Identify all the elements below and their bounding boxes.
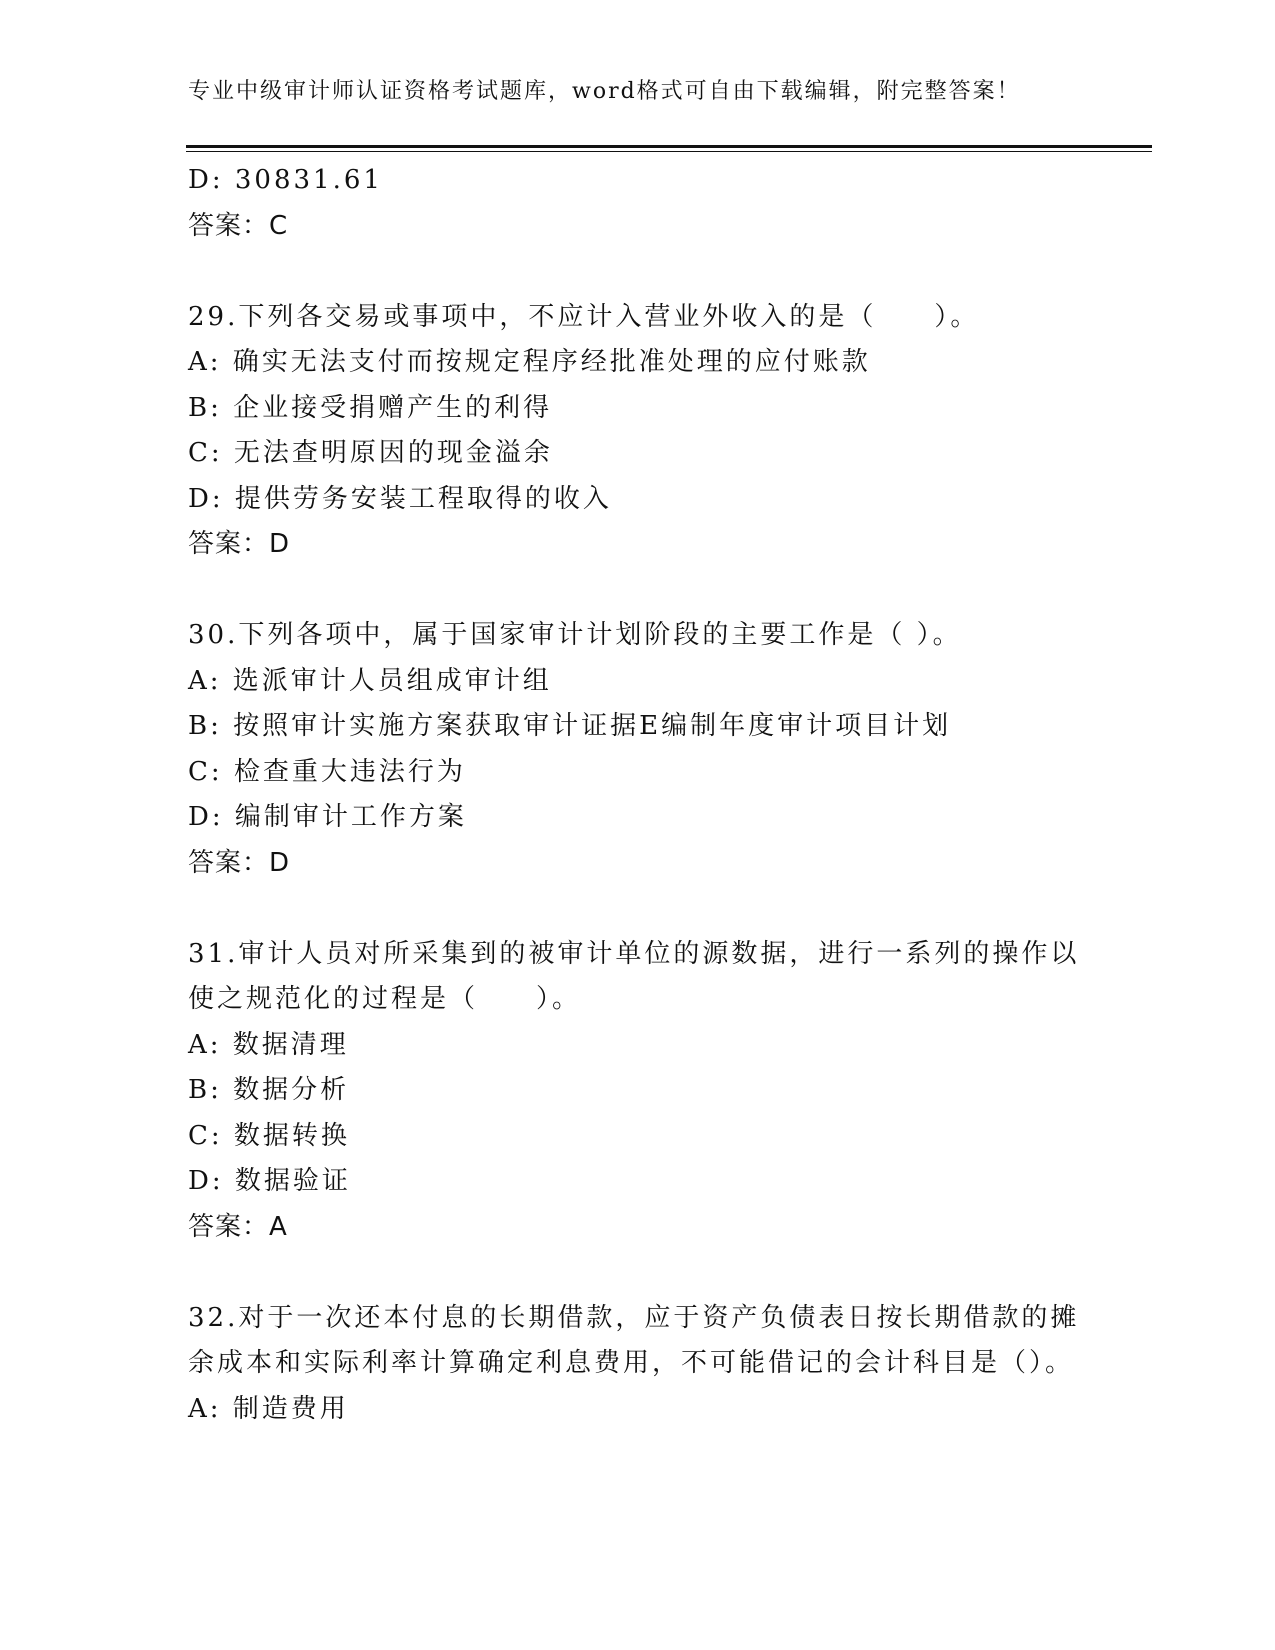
header-divider-thin <box>186 151 1152 152</box>
answer: 答案：D <box>188 529 291 559</box>
option-a: A: 数据清理 <box>188 1029 349 1060</box>
option-a: A: 确实无法支付而按规定程序经批准处理的应付账款 <box>188 347 871 377</box>
answer: 答案：D <box>188 847 291 878</box>
option-b: B: 数据分析 <box>188 1075 350 1105</box>
option-c: C: 无法查明原因的现金溢余 <box>188 438 553 468</box>
question-stem: 29.下列各交易或事项中，不应计入营业外收入的是（ ）。 <box>188 301 980 332</box>
option-d: D: 30831.61 <box>188 165 383 195</box>
option-a: A: 选派审计人员组成审计组 <box>188 665 552 696</box>
document-body <box>188 158 1088 1432</box>
option-c: C: 检查重大违法行为 <box>188 756 466 787</box>
question-stem: 30.下列各项中，属于国家审计计划阶段的主要工作是（ ）。 <box>188 620 962 650</box>
question-32 <box>188 1296 1088 1433</box>
option-d: D: 提供劳务安装工程取得的收入 <box>188 483 612 514</box>
answer: 答案：C <box>188 210 289 241</box>
question-stem: 31.审计人员对所采集到的被审计单位的源数据，进行一系列的操作以使之规范化的过程是（ ）。 <box>188 938 1080 1014</box>
option-a: A: 制造费用 <box>188 1393 349 1424</box>
option-b: B: 按照审计实施方案获取审计证据E编制年度审计项目计划 <box>188 711 952 741</box>
answer: 答案：A <box>188 1211 288 1242</box>
question-31 <box>188 932 1088 1251</box>
option-c: C: 数据转换 <box>188 1120 350 1151</box>
question-29 <box>188 295 1088 568</box>
page-header: 专业中级审计师认证资格考试题库，word格式可自由下载编辑，附完整答案！ <box>188 79 1021 104</box>
option-b: B: 企业接受捐赠产生的利得 <box>188 392 553 423</box>
option-d: D: 编制审计工作方案 <box>188 802 467 832</box>
question-30 <box>188 613 1088 886</box>
option-d: D: 数据验证 <box>188 1166 351 1196</box>
question-stem: 32.对于一次还本付息的长期借款，应于资产负债表日按长期借款的摊余成本和实际利率计算确定利息费用，不可能借记的会计科目是（）。 <box>188 1302 1080 1378</box>
header-divider-thick <box>186 145 1152 148</box>
